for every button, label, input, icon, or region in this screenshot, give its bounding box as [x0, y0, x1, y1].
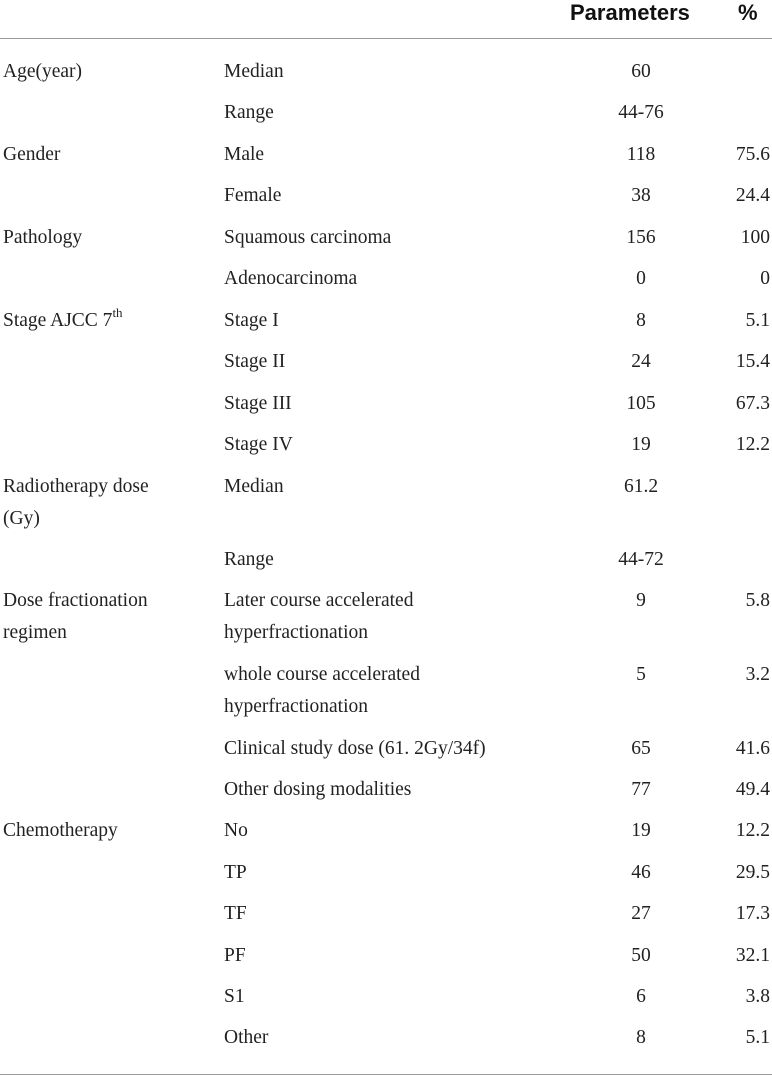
- value-cell: 50: [631, 945, 651, 966]
- category-cell: [224, 733, 486, 765]
- parameter-label-line2: regimen: [3, 622, 67, 643]
- percent-cell: 75.6: [735, 144, 770, 165]
- percent-cell: 17.3: [735, 903, 770, 924]
- header-parameters: Parameters: [570, 0, 690, 25]
- category-cell: [224, 56, 284, 88]
- category-cell: [224, 898, 247, 930]
- percent-cell: 49.4: [735, 779, 770, 800]
- parameter-superscript: th: [112, 304, 123, 320]
- category-cell: [224, 774, 411, 806]
- percent-cell: 12.2: [735, 434, 770, 455]
- value-cell: 5: [636, 664, 646, 685]
- category-cell: [224, 544, 274, 576]
- value-cell: 156: [626, 227, 656, 248]
- value-cell: 44-76: [618, 102, 664, 123]
- parameter-label: Chemotherapy: [3, 820, 118, 841]
- value-cell: 38: [631, 185, 651, 206]
- category-label: Other dosing modalities: [224, 779, 412, 800]
- category-label: TP: [224, 862, 247, 883]
- category-label: whole course accelerated: [224, 664, 420, 685]
- parameter-label: Age(year): [3, 61, 83, 82]
- value-cell: 60: [631, 61, 651, 82]
- percent-cell: 5.1: [745, 1027, 770, 1048]
- category-cell: [224, 346, 285, 378]
- value-cell: 46: [631, 862, 651, 883]
- category-label-line2: hyperfractionation: [224, 622, 369, 643]
- percent-cell: 12.2: [735, 820, 770, 841]
- parameter-label: Radiotherapy dose: [3, 476, 149, 497]
- parameter-label: Gender: [3, 144, 61, 165]
- value-cell: 105: [626, 393, 656, 414]
- category-label: Stage III: [224, 393, 292, 414]
- category-cell: [224, 1022, 268, 1054]
- value-cell: 44-72: [618, 549, 664, 570]
- category-cell: [224, 305, 279, 337]
- header-percent: %: [738, 0, 758, 25]
- category-cell: [224, 263, 357, 295]
- parameter-label-line2: (Gy): [3, 508, 40, 529]
- category-label: Median: [224, 61, 284, 82]
- percent-cell: 5.1: [745, 310, 770, 331]
- value-cell: 19: [631, 820, 651, 841]
- percent-cell: 5.8: [745, 590, 770, 611]
- value-cell: 9: [636, 590, 646, 611]
- percent-cell: 67.3: [735, 393, 770, 414]
- value-cell: 77: [631, 779, 651, 800]
- value-cell: 118: [626, 144, 656, 165]
- parameter-cell: [3, 56, 82, 88]
- category-label: Median: [224, 476, 284, 497]
- parameter-cell: [3, 305, 123, 337]
- percent-cell: 3.8: [745, 986, 770, 1007]
- category-cell: [224, 222, 391, 254]
- category-cell: [224, 471, 284, 503]
- percent-cell: 3.2: [745, 664, 770, 685]
- percent-cell: 15.4: [735, 351, 770, 372]
- percent-cell: 32.1: [735, 945, 770, 966]
- category-label: Other: [224, 1027, 269, 1048]
- category-label: Adenocarcinoma: [224, 268, 358, 289]
- category-label: PF: [224, 945, 246, 966]
- category-cell: [224, 585, 413, 649]
- category-cell: [224, 429, 293, 461]
- value-cell: 24: [631, 351, 651, 372]
- category-cell: [224, 659, 420, 723]
- value-cell: 65: [631, 738, 651, 759]
- top-rule: [0, 38, 772, 39]
- category-cell: [224, 388, 292, 420]
- value-cell: 8: [636, 310, 646, 331]
- parameter-cell: [3, 139, 60, 171]
- value-cell: 61.2: [623, 476, 659, 497]
- category-label: S1: [224, 986, 245, 1007]
- value-cell: 6: [636, 986, 646, 1007]
- value-cell: 8: [636, 1027, 646, 1048]
- bottom-rule: [0, 1074, 772, 1075]
- category-cell: [224, 180, 281, 212]
- percent-cell: 100: [740, 227, 770, 248]
- percent-cell: 41.6: [735, 738, 770, 759]
- category-cell: [224, 981, 245, 1013]
- parameter-cell: [3, 815, 118, 847]
- category-cell: [224, 815, 248, 847]
- percent-cell: 29.5: [735, 862, 770, 883]
- category-label: Stage I: [224, 310, 279, 331]
- value-cell: 19: [631, 434, 651, 455]
- percent-cell: 0: [760, 268, 770, 289]
- category-label: Stage IV: [224, 434, 293, 455]
- parameter-label: Dose fractionation: [3, 590, 148, 611]
- category-label: Squamous carcinoma: [224, 227, 392, 248]
- category-label: Later course accelerated: [224, 590, 414, 611]
- percent-cell: 24.4: [735, 185, 770, 206]
- category-label: Female: [224, 185, 282, 206]
- parameter-label: Pathology: [3, 227, 83, 248]
- parameter-cell: [3, 585, 148, 649]
- category-label: Range: [224, 102, 274, 123]
- category-label: Range: [224, 549, 274, 570]
- parameter-cell: [3, 471, 149, 535]
- category-cell: [224, 139, 264, 171]
- category-label: TF: [224, 903, 247, 924]
- category-cell: [224, 857, 247, 889]
- value-cell: 0: [636, 268, 646, 289]
- category-label: Stage II: [224, 351, 286, 372]
- category-label: Clinical study dose (61. 2Gy/34f): [224, 738, 486, 759]
- category-label: No: [224, 820, 248, 841]
- parameter-label: Stage AJCC 7: [3, 310, 113, 331]
- category-cell: [224, 97, 274, 129]
- category-label-line2: hyperfractionation: [224, 696, 369, 717]
- parameter-cell: [3, 222, 82, 254]
- category-label: Male: [224, 144, 265, 165]
- value-cell: 27: [631, 903, 651, 924]
- category-cell: [224, 940, 246, 972]
